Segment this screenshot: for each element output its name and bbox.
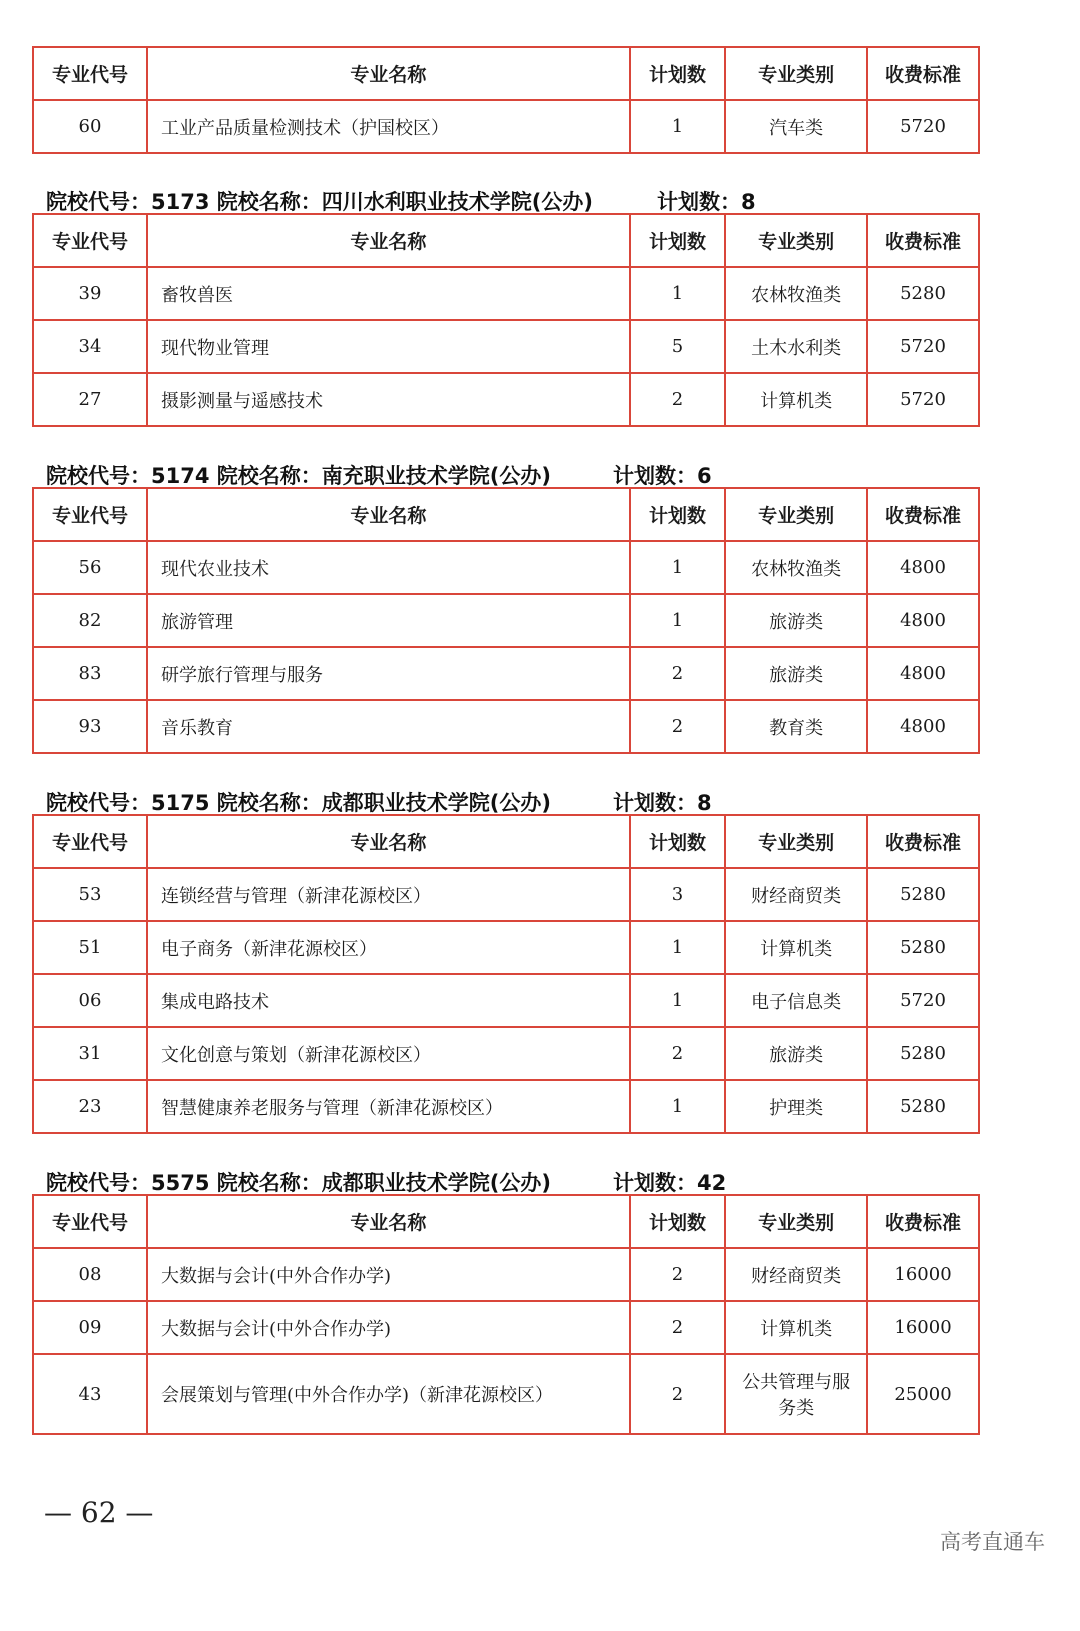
school-title: 院校代号：5174 院校名称：南充职业技术学院(公办) (46, 464, 551, 488)
table-row: 39 畜牧兽医 1 农林牧渔类 5280 (33, 267, 979, 320)
table-row: 23 智慧健康养老服务与管理（新津花源校区） 1 护理类 5280 (33, 1080, 979, 1133)
table-row: 43 会展策划与管理(中外合作办学)（新津花源校区） 2 公共管理与服务类 25000 (33, 1354, 979, 1434)
table-row: 08 大数据与会计(中外合作办学) 2 财经商贸类 16000 (33, 1248, 979, 1301)
enrollment-table (32, 46, 980, 154)
table-block-5173 (32, 213, 980, 427)
table-row: 82 旅游管理 1 旅游类 4800 (33, 594, 979, 647)
table-block-5175 (32, 814, 980, 1134)
table-row: 56 现代农业技术 1 农林牧渔类 4800 (33, 541, 979, 594)
table-row: 60 工业产品质量检测技术（护国校区） 1 汽车类 5720 (33, 100, 979, 153)
page-number: — 62 — (44, 1496, 154, 1529)
table-row: 34 现代物业管理 5 土木水利类 5720 (33, 320, 979, 373)
header-plan: 计划数 (630, 47, 725, 100)
school-heading-5175 (46, 787, 712, 817)
header-fee: 收费标准 (867, 47, 979, 100)
school-heading-5575 (46, 1167, 727, 1197)
school-heading-5173 (46, 186, 756, 216)
table-row: 83 研学旅行管理与服务 2 旅游类 4800 (33, 647, 979, 700)
enrollment-table (32, 213, 980, 427)
school-plan-count: 计划数：8 (613, 791, 712, 815)
table-row: 09 大数据与会计(中外合作办学) 2 计算机类 16000 (33, 1301, 979, 1354)
table-row: 27 摄影测量与遥感技术 2 计算机类 5720 (33, 373, 979, 426)
table-row: 31 文化创意与策划（新津花源校区） 2 旅游类 5280 (33, 1027, 979, 1080)
table-header-row (33, 47, 979, 100)
watermark: 高考直通车 (940, 1530, 1045, 1554)
table-header-row: 专业代号 专业名称 计划数 专业类别 收费标准 (33, 1195, 979, 1248)
school-plan-count: 计划数：42 (613, 1171, 727, 1195)
header-code: 专业代号 (33, 47, 147, 100)
school-heading-5174 (46, 460, 712, 490)
enrollment-table (32, 1194, 980, 1435)
school-title: 院校代号：5173 院校名称：四川水利职业技术学院(公办) (46, 190, 593, 214)
table-block-5174 (32, 487, 980, 754)
school-title: 院校代号：5575 院校名称：成都职业技术学院(公办) (46, 1171, 551, 1195)
table-row: 53 连锁经营与管理（新津花源校区） 3 财经商贸类 5280 (33, 868, 979, 921)
header-name: 专业名称 (147, 47, 630, 100)
table-row: 06 集成电路技术 1 电子信息类 5720 (33, 974, 979, 1027)
table-row: 51 电子商务（新津花源校区） 1 计算机类 5280 (33, 921, 979, 974)
table-header-row: 专业代号 专业名称 计划数 专业类别 收费标准 (33, 815, 979, 868)
table-row: 93 音乐教育 2 教育类 4800 (33, 700, 979, 753)
table-header-row: 专业代号 专业名称 计划数 专业类别 收费标准 (33, 214, 979, 267)
school-plan-count: 计划数：6 (613, 464, 712, 488)
table-block-continuation (32, 46, 980, 154)
enrollment-table (32, 487, 980, 754)
header-category: 专业类别 (725, 47, 867, 100)
school-plan-count: 计划数：8 (657, 190, 756, 214)
table-block-5575 (32, 1194, 980, 1435)
enrollment-table (32, 814, 980, 1134)
school-title: 院校代号：5175 院校名称：成都职业技术学院(公办) (46, 791, 551, 815)
table-header-row: 专业代号 专业名称 计划数 专业类别 收费标准 (33, 488, 979, 541)
